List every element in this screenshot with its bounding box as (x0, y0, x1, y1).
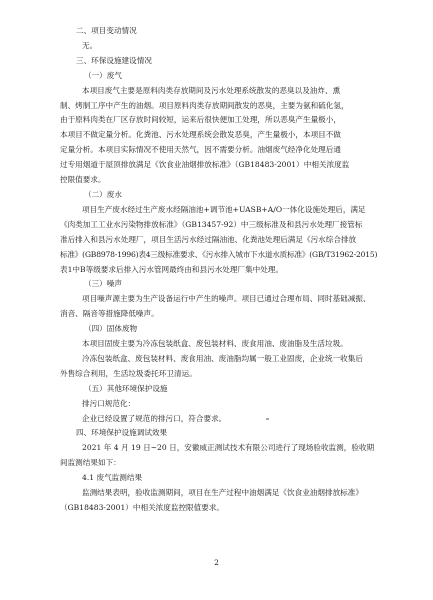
noise-paragraph (60, 292, 377, 322)
text-line: 定量分析。本项目实际情况不使用天然气，因不需要分析。油烟废气经净化处理后通 (60, 145, 341, 155)
text-line: 标准》(GB8978-1996)表4三级标准要求、《污水排入城市下水道水质标准》(GB/T31962-2015) (60, 249, 378, 259)
scan-speck (266, 418, 269, 420)
text-line: 间监测结果如下： (60, 458, 121, 468)
text-line: 本项目固废主要为冷冻包装纸盒、废包装材料、废食用油、废油脂及生活垃圾。 (82, 339, 348, 349)
wastewater-paragraph (60, 203, 377, 278)
text-line: 监测结果表明，验收监测期间，项目在生产过程中油烟满足《饮食业油烟排放标准》 (82, 488, 363, 498)
text-line: 过专用烟道于屋顶排放满足《饮食业油烟排放标准》（GB18483-2001）中相关浓度监 (60, 160, 350, 170)
text-line: 项目生产废水经过生产废水经隔油池+调节池+UASB+A/O一体化设施处理后，满足 (82, 204, 366, 214)
section-4-heading: 四、环境保护设施调试效果 (76, 428, 168, 438)
text-line: 冷冻包装纸盒、废包装材料、废食用油、废油脂均属一般工业固废，企业统一收集后 (82, 353, 363, 363)
section-3-heading: 三、环保设施建设情况 (76, 55, 152, 65)
other-heading: （五）其他环境保护设施 (84, 383, 168, 393)
text-line: 表1中B等级要求后排入污水管网最终由和县污水处理厂集中处理。 (60, 264, 284, 274)
text-line: 本项目废气主要是原料肉类存放期间及污水处理系统散发的恶臭以及油炸、熏 (82, 85, 341, 95)
text-line: （GB18483-2001）中相关浓度监控限值要求。 (60, 503, 225, 512)
text-line: 外售综合利用，生活垃圾委托环卫清运。 (60, 368, 197, 378)
text-line: 准后排入和县污水处理厂，项目生活污水经过隔油池、化粪池处理后满足《污水综合排放 (60, 234, 357, 244)
text-line: 由于原料肉类在厂区存放时间较短，运来后很快便加工处理，所以恶臭产生量极小， (60, 115, 341, 125)
monitoring-intro (60, 441, 377, 471)
solid-waste-paragraph (60, 337, 377, 382)
text-line: 项目噪声源主要为生产设备运行中产生的噪声。项目已通过合理布局、同时基础减振、 (82, 294, 371, 304)
text-line: 《肉类加工工业水污染物排放标准》（GB13457-92）中三级标准及和县污水处理厂接管标 (60, 219, 363, 229)
text-line: 本项目不做定量分析。化粪池、污水处理系统会散发恶臭，产生量极小，本项目不做 (60, 130, 341, 140)
text-line: 控限值要求。 (60, 175, 106, 185)
text-line: 消音、隔音等措施降低噪声。 (60, 309, 159, 319)
section-2-content: 无。 (82, 40, 98, 50)
text-line: 2021 年 4 月 19 日~20 日，安徽威正测试技术有限公司进行了现场验收监测，验收期 (82, 443, 375, 453)
noise-heading: （三）噪声 (84, 279, 122, 289)
section-2-heading: 二、项目变动情况 (76, 26, 137, 35)
exhaust-results-heading: 4.1 废气监测结果 (82, 473, 143, 483)
solid-waste-heading: （四）固体废物 (84, 324, 138, 334)
page-number: 2 (214, 558, 219, 567)
exhaust-results-paragraph (60, 486, 377, 516)
outfall-content: 企业已经设置了规范的排污口，符合要求。 (82, 413, 227, 423)
outfall-sub-heading: 排污口规范化： (82, 398, 136, 408)
exhaust-heading: （一）废气 (84, 70, 122, 80)
wastewater-heading: （二）废水 (84, 189, 122, 199)
exhaust-paragraph (60, 84, 377, 188)
text-line: 制、烤制工序中产生的油烟。项目原料肉类存放期间散发的恶臭，主要为氨和硫化氢， (60, 100, 349, 110)
